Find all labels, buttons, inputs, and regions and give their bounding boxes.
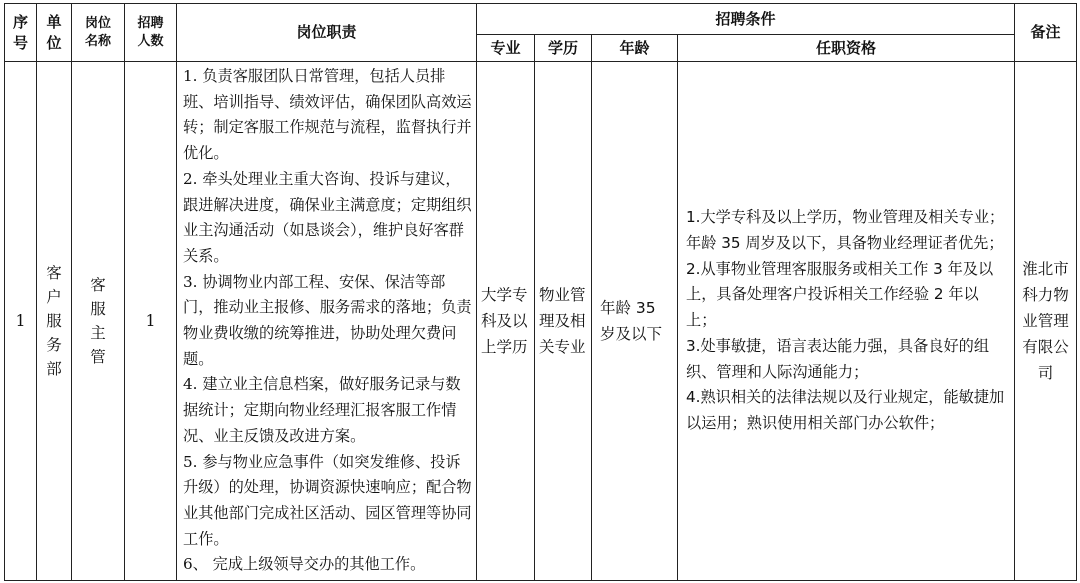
header-unit: 单位 xyxy=(37,4,72,62)
qualification-item: 4.熟识相关的法律法规以及行业规定，能敏捷加以运用；熟识使用相关部门办公软件； xyxy=(686,388,1005,432)
header-count: 招聘人数 xyxy=(125,4,177,62)
header-seq: 序号 xyxy=(5,4,37,62)
duty-item: 4. 建立业主信息档案，做好服务记录与数据统计；定期向物业经理汇报客服工作情况、业主反馈及改进方案。 xyxy=(183,375,461,445)
recruitment-table xyxy=(4,3,1077,581)
cell-remark: 淮北市科力物业管理有限公司 xyxy=(1015,62,1077,581)
header-conditions: 招聘条件 xyxy=(477,4,1015,35)
cell-qualifications xyxy=(678,62,1015,581)
qualification-item: 2.从事物业管理客服服务或相关工作 3 年及以上，具备处理客户投诉相关工作经验 2 年以上； xyxy=(686,259,994,330)
header-age: 年龄 xyxy=(592,35,678,62)
duty-item: 2. 牵头处理业主重大咨询、投诉与建议，跟进解决进度，确保业主满意度；定期组织业主沟通活动（如恳谈会），维护良好客群关系。 xyxy=(183,169,472,265)
header-duties: 岗位职责 xyxy=(177,4,477,62)
duty-item: 1. 负责客服团队日常管理，包括人员排班、培训指导、绩效评估，确保团队高效运转；制定客服工作规范与流程，监督执行并优化。 xyxy=(183,67,472,163)
header-major: 专业 xyxy=(477,35,535,62)
duty-item: 6、 完成上级领导交办的其他工作。 xyxy=(183,555,426,574)
cell-duties xyxy=(177,62,477,581)
header-qualification: 任职资格 xyxy=(678,35,1015,62)
duty-item: 3. 协调物业内部工程、安保、保洁等部门，推动业主报修、服务需求的落地；负责物业费收缴的统筹推进，协助处理欠费问题。 xyxy=(183,272,472,368)
header-education: 学历 xyxy=(535,35,592,62)
qualification-item: 1.大学专科及以上学历，物业管理及相关专业；年龄 35 周岁及以下，具备物业经理证者优先； xyxy=(686,208,1005,253)
cell-age: 年龄 35 岁及以下 xyxy=(592,62,678,581)
header-post-name: 岗位名称 xyxy=(72,4,125,62)
header-remark: 备注 xyxy=(1015,4,1077,62)
cell-post: 客服主管 xyxy=(72,62,125,581)
qualification-item: 3.处事敏捷，语言表达能力强，具备良好的组织、管理和人际沟通能力； xyxy=(686,336,990,381)
cell-seq: 1 xyxy=(5,62,37,581)
duty-item: 5. 参与物业应急事件（如突发维修、投诉升级）的处理，协调资源快速响应；配合物业其他部门完成社区活动、园区管理等协同工作。 xyxy=(183,452,472,548)
cell-count: 1 xyxy=(125,62,177,581)
cell-education: 物业管理及相关专业 xyxy=(535,62,592,581)
cell-major: 大学专科及以上学历 xyxy=(477,62,535,581)
cell-unit: 客户服务部 xyxy=(37,62,72,581)
